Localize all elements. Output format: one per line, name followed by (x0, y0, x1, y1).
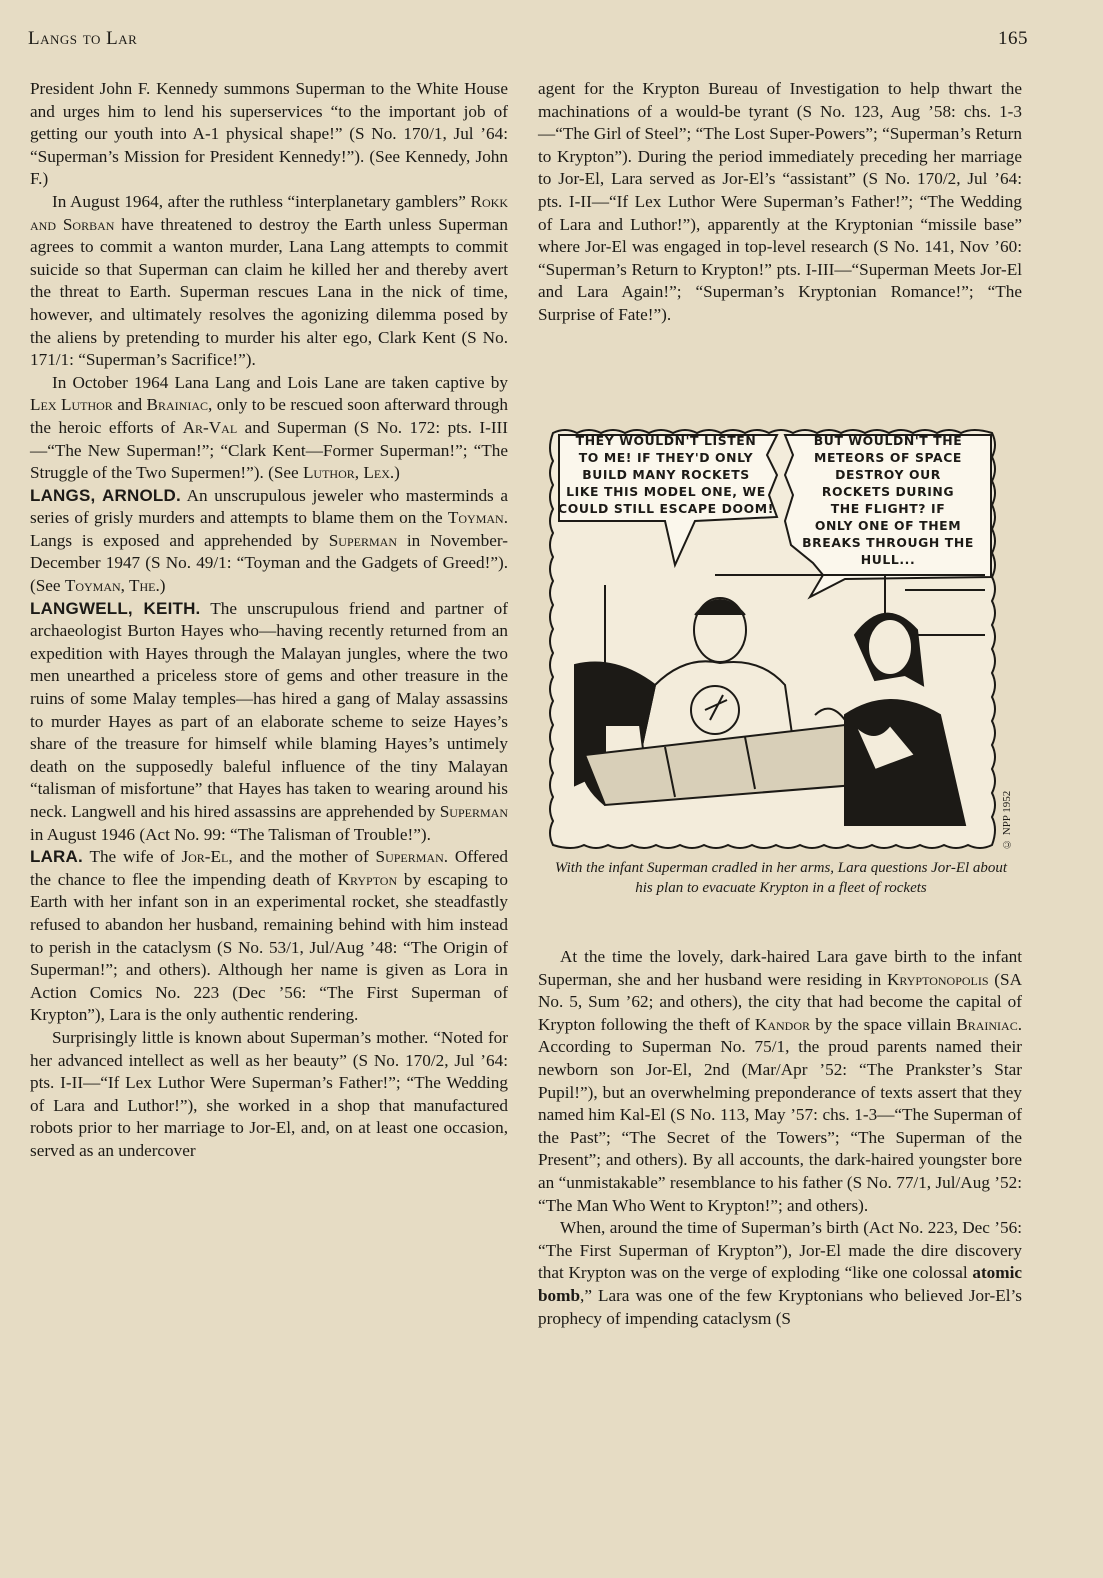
paragraph (30, 372, 508, 485)
cross-reference: Superman (328, 530, 397, 550)
text-run: The wife of (82, 847, 182, 867)
text-run: In October 1964 Lana Lang and Lois Lane are taken captive by (52, 372, 508, 392)
cross-reference: Luthor, Lex. (302, 463, 395, 483)
text-run: and (112, 395, 147, 415)
text-run: agent for the Krypton Bureau of Investigation to help thwart the machinations of a would-be tyrant (S No. 123, Aug ’58: chs. 1-3—“The Girl of Steel”; “The Lost Super-Powers”; “Superman’s Return to Krypton”). During the period immediately preceding her marriage to Jor-El, Lara served as Jor-El’s “assistant” (S No. 170/2, Jul ’64: pts. I-II—“If Lex Luthor Were Superman’s Father!”; “The Wedding of Lara and Luthor!”), apparently at the Kryptonian “missile base” where Jor-El was engaged in top-level research (S No. 141, Nov ’60: “Superman’s Return to Krypton!” pts. I-III—“Superman Meets Jor-El and Lara Again!”; “Superman’s Kryptonian Romance!”; “The Surprise of Fate!”). (538, 79, 1022, 324)
cross-reference: Toyman, The. (64, 576, 160, 596)
entry-langwell-keith (30, 598, 508, 847)
figure-caption: With the infant Superman cradled in her arms, Lara questions Jor-El about his plan to evacuate Krypton in a fleet of rockets (554, 860, 1008, 896)
text-run: The unscrupulous friend and partner of archaeologist Burton Hayes who—having recently returned from an expedition with Hayes through the Malayan jungles, where the two men unearthed a priceless store of gems and other treasure in the ruins of some Malay temples—has hired a gang of Malay assassins to murder Hayes as part of an elaborate scheme to seize Hayes’s share of the treasure for himself while blaming Hayes’s untimely death on the supposedly baleful influence of the tiny Malayan “talisman of misfortune” that Hayes has taken to wearing around his neck. Langwell and his hired assassins are apprehended by (30, 598, 508, 821)
text-run: When, around the time of Superman’s birth (Act No. 223, Dec ’56: “The First Superman of Krypton”), Jor-El made the dire discovery that Krypton was on the verge of exploding “like one colossal (538, 1218, 1022, 1283)
running-head (28, 28, 1028, 54)
entry-headword: LANGWELL, KEITH. (30, 598, 201, 618)
text-run: ,” Lara was one of the few Kryptonians who believed Jor-El’s prophecy of impending cataclysm (S (538, 1285, 1022, 1328)
entry-headword: LANGS, ARNOLD. (30, 485, 181, 505)
entry-lara (30, 846, 508, 1027)
cross-reference: Kryptonopolis (887, 969, 989, 989)
text-run: . According to Superman No. 75/1, the proud parents named their newborn son Jor-El, 2nd (Mar/Apr ’52: “The Prankster’s Star Pupil!”), but an overwhelming preponderance of texts assert that they named him Kal-El (S No. 113, May ’57: chs. 1-3—“The Superman of the Past”; “The Secret of the Towers”; “The Superman of the Present”; and others). By all accounts, the dark-haired youngster bore an “unmistakable” resemblance to his father (S No. 77/1, Jul/Aug ’52: “The Man Who Went to Krypton!”; and others). (538, 1014, 1022, 1215)
speech-balloon-right-text: BUT WOULDN'T THE METEORS OF SPACE DESTROY OUR ROCKETS DURING THE FLIGHT? IF ONLY ONE OF THEM BREAKS THROUGH THE HULL... (802, 433, 974, 567)
paragraph (30, 78, 508, 191)
cross-reference: Toyman (447, 508, 504, 528)
text-run: by escaping to Earth with her infant son in an experimental rocket, she steadfastly refused to abandon her husband, remaining behind with him instead to perish in the cataclysm (S No. 53/1, Jul/Aug ’48: “The Origin of Superman!”; and others). Although her name is given as Lora in Action Comics No. 223 (Dec ’56: “The First Superman of Krypton”), Lara is the only authentic rendering. (30, 869, 508, 1025)
cross-reference: Kandor (754, 1014, 810, 1034)
text-run: ) (394, 463, 400, 483)
text-run: In August 1964, after the ruthless “interplanetary gamblers” (52, 191, 471, 211)
page-number: 165 (998, 28, 1028, 49)
text-run: have threatened to destroy the Earth unless Superman agrees to commit a wanton murder, Lana Lang attempts to commit suicide so that Superman can claim he killed her and thereby avert the threat to Earth. Superman rescues Lana in the nick of time, however, and ultimately resolves the agonizing dilemma posed by the aliens by pretending to murder his alter ego, Clark Kent (S No. 171/1: “Superman’s Sacrifice!”). (30, 214, 508, 370)
paragraph (538, 946, 1022, 1217)
text-run: in August 1946 (Act No. 99: “The Talisman of Trouble!”). (30, 824, 431, 844)
text-run: by the space villain (810, 1014, 957, 1034)
paragraph (30, 1027, 508, 1163)
cross-reference: Superman (439, 802, 508, 821)
text-run: President John F. Kennedy summons Superman to the White House and urges him to lend his superservices “to the important job of getting our youth into A-1 physical shape!” (S No. 170/1, Jul ’64: “Superman’s Mission for President Kennedy!”). (See Kennedy, John F.) (30, 79, 508, 189)
cross-reference: Brainiac (146, 395, 209, 415)
text-run: , only to be rescued soon afterward through the heroic efforts of (30, 395, 508, 437)
speech-balloon-left-text: THEY WOULDN'T LISTEN TO ME! IF THEY'D ONLY BUILD MANY ROCKETS LIKE THIS MODEL ONE, WE COULD STILL ESCAPE DOOM! (558, 433, 774, 516)
paragraph (30, 191, 508, 372)
text-run: , and the mother of (228, 847, 376, 867)
cross-reference: Superman (375, 847, 444, 867)
running-head-title: Langs to Lar (28, 28, 138, 49)
cross-reference: Rokk and Sorban (30, 191, 508, 234)
bold-phrase: atomic bomb (538, 1263, 1022, 1305)
text-run: At the time the lovely, dark-haired Lara gave birth to the infant Superman, she and her husband were residing in (538, 947, 1022, 989)
text-run: . Langs is exposed and apprehended by (30, 508, 508, 550)
entry-headword: LARA. (30, 847, 83, 867)
cross-reference: Lex Luthor (30, 395, 113, 415)
text-run: (SA No. 5, Sum ’62; and others), the city that had become the capital of Krypton following the theft of (538, 969, 1022, 1034)
text-run: in November-December 1947 (S No. 49/1: “Toyman and the Gadgets of Greed!”). (See (30, 530, 509, 596)
right-column-bottom (538, 946, 1022, 1330)
text-run: and Superman (S No. 172: pts. I-III—“The New Superman!”; “Clark Kent—Former Superman!”; “The Struggle of the Two Supermen!”). (See (30, 417, 508, 483)
text-run: . Offered the chance to flee the impending death of (30, 847, 508, 889)
cross-reference: Brainiac (956, 1014, 1018, 1034)
left-column (30, 78, 508, 1163)
cross-reference: Ar-Val (182, 417, 238, 437)
cross-reference: Krypton (337, 869, 398, 889)
entry-langs-arnold (30, 485, 508, 598)
copyright-notice: © NPP 1952 (1001, 790, 1013, 850)
paragraph (538, 1217, 1022, 1330)
text-run: ) (159, 576, 166, 596)
right-column-top (538, 78, 1022, 327)
text-run: An unscrupulous jeweler who masterminds a series of grisly murders and attempts to blame them on the (30, 485, 508, 528)
paragraph (538, 78, 1022, 327)
cross-reference: Jor-El (181, 847, 229, 867)
text-run: Surprisingly little is known about Superman’s mother. “Noted for her advanced intellect as well as her beauty” (S No. 170/2, Jul ’64: pts. I-II—“If Lex Luthor Were Superman’s Father!”; “The Wedding of Lara and Luthor!”), she worked in a shop that manufactured robots prior to her marriage to Jor-El, and, on at least one occasion, served as an undercover (30, 1027, 508, 1160)
